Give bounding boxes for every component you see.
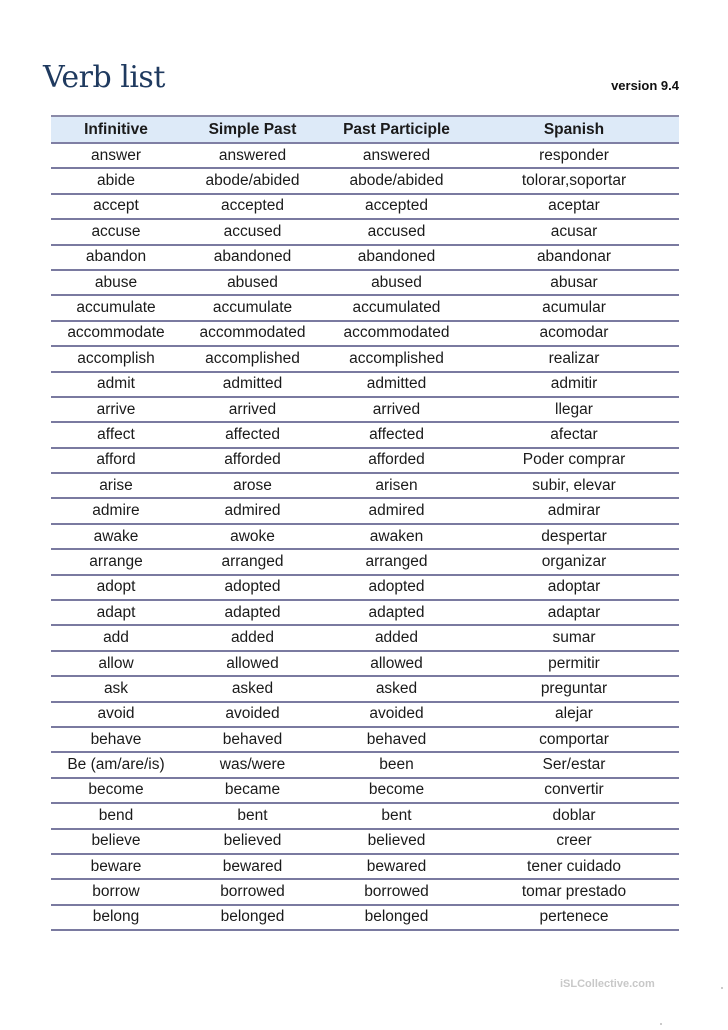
- table-row: [51, 600, 679, 625]
- cell-past-participle: believed: [324, 829, 469, 854]
- cell-spanish: doblar: [469, 803, 679, 828]
- cell-spanish: realizar: [469, 346, 679, 371]
- cell-spanish: acusar: [469, 219, 679, 244]
- cell-spanish: permitir: [469, 651, 679, 676]
- cell-spanish: creer: [469, 829, 679, 854]
- cell-past-participle: bent: [324, 803, 469, 828]
- cell-spanish: Ser/estar: [469, 752, 679, 777]
- cell-simple-past: accepted: [181, 194, 324, 219]
- cell-simple-past: accused: [181, 219, 324, 244]
- cell-spanish: Poder comprar: [469, 448, 679, 473]
- cell-infinitive: Be (am/are/is): [51, 752, 181, 777]
- cell-infinitive: admire: [51, 498, 181, 523]
- table-row: [51, 524, 679, 549]
- cell-past-participle: borrowed: [324, 879, 469, 904]
- cell-infinitive: behave: [51, 727, 181, 752]
- cell-past-participle: admired: [324, 498, 469, 523]
- table-row: [51, 803, 679, 828]
- table-row: [51, 498, 679, 523]
- table-row: [51, 676, 679, 701]
- column-header-past-participle: Past Participle: [324, 116, 469, 143]
- cell-infinitive: accuse: [51, 219, 181, 244]
- cell-spanish: afectar: [469, 422, 679, 447]
- cell-infinitive: add: [51, 625, 181, 650]
- cell-infinitive: bend: [51, 803, 181, 828]
- cell-simple-past: believed: [181, 829, 324, 854]
- decorative-dot: [721, 987, 723, 989]
- cell-past-participle: belonged: [324, 905, 469, 930]
- column-header-simple-past: Simple Past: [181, 116, 324, 143]
- cell-spanish: alejar: [469, 702, 679, 727]
- cell-spanish: preguntar: [469, 676, 679, 701]
- cell-infinitive: afford: [51, 448, 181, 473]
- cell-simple-past: accommodated: [181, 321, 324, 346]
- cell-infinitive: borrow: [51, 879, 181, 904]
- cell-simple-past: admired: [181, 498, 324, 523]
- cell-simple-past: asked: [181, 676, 324, 701]
- cell-past-participle: affected: [324, 422, 469, 447]
- table-row: [51, 879, 679, 904]
- cell-infinitive: accept: [51, 194, 181, 219]
- table-row: [51, 448, 679, 473]
- cell-spanish: tener cuidado: [469, 854, 679, 879]
- cell-simple-past: afforded: [181, 448, 324, 473]
- cell-infinitive: accumulate: [51, 295, 181, 320]
- cell-past-participle: abused: [324, 270, 469, 295]
- cell-infinitive: beware: [51, 854, 181, 879]
- cell-past-participle: bewared: [324, 854, 469, 879]
- cell-past-participle: accepted: [324, 194, 469, 219]
- verb-table: [51, 115, 679, 931]
- version-label: version 9.4: [611, 78, 679, 93]
- cell-infinitive: answer: [51, 143, 181, 168]
- cell-past-participle: avoided: [324, 702, 469, 727]
- table-row: [51, 270, 679, 295]
- cell-simple-past: abused: [181, 270, 324, 295]
- cell-simple-past: adopted: [181, 575, 324, 600]
- cell-infinitive: admit: [51, 372, 181, 397]
- table-row: [51, 575, 679, 600]
- cell-simple-past: belonged: [181, 905, 324, 930]
- table-row: [51, 473, 679, 498]
- table-row: [51, 422, 679, 447]
- table-row: [51, 346, 679, 371]
- cell-spanish: acumular: [469, 295, 679, 320]
- table-row: [51, 702, 679, 727]
- table-row: [51, 651, 679, 676]
- cell-infinitive: belong: [51, 905, 181, 930]
- cell-simple-past: bent: [181, 803, 324, 828]
- watermark: iSLCollective.com: [560, 978, 655, 990]
- cell-infinitive: avoid: [51, 702, 181, 727]
- cell-past-participle: admitted: [324, 372, 469, 397]
- decorative-dot: [660, 1023, 662, 1025]
- cell-spanish: llegar: [469, 397, 679, 422]
- cell-simple-past: affected: [181, 422, 324, 447]
- cell-past-participle: allowed: [324, 651, 469, 676]
- cell-past-participle: abode/abided: [324, 168, 469, 193]
- cell-spanish: adoptar: [469, 575, 679, 600]
- cell-spanish: sumar: [469, 625, 679, 650]
- column-header-spanish: Spanish: [469, 116, 679, 143]
- page-title: Verb list: [43, 60, 165, 95]
- table-row: [51, 321, 679, 346]
- cell-simple-past: abode/abided: [181, 168, 324, 193]
- cell-infinitive: arrange: [51, 549, 181, 574]
- cell-infinitive: arise: [51, 473, 181, 498]
- cell-past-participle: answered: [324, 143, 469, 168]
- cell-simple-past: accumulate: [181, 295, 324, 320]
- cell-past-participle: accumulated: [324, 295, 469, 320]
- cell-spanish: adaptar: [469, 600, 679, 625]
- cell-infinitive: accomplish: [51, 346, 181, 371]
- cell-past-participle: afforded: [324, 448, 469, 473]
- cell-spanish: convertir: [469, 778, 679, 803]
- table-row: [51, 372, 679, 397]
- cell-simple-past: borrowed: [181, 879, 324, 904]
- cell-past-participle: arranged: [324, 549, 469, 574]
- cell-past-participle: become: [324, 778, 469, 803]
- cell-past-participle: abandoned: [324, 245, 469, 270]
- cell-spanish: aceptar: [469, 194, 679, 219]
- cell-spanish: admirar: [469, 498, 679, 523]
- table-row: [51, 194, 679, 219]
- cell-simple-past: answered: [181, 143, 324, 168]
- table-row: [51, 168, 679, 193]
- cell-simple-past: adapted: [181, 600, 324, 625]
- cell-past-participle: been: [324, 752, 469, 777]
- cell-spanish: acomodar: [469, 321, 679, 346]
- cell-past-participle: adopted: [324, 575, 469, 600]
- cell-past-participle: added: [324, 625, 469, 650]
- cell-past-participle: asked: [324, 676, 469, 701]
- cell-past-participle: arisen: [324, 473, 469, 498]
- cell-simple-past: arrived: [181, 397, 324, 422]
- cell-spanish: organizar: [469, 549, 679, 574]
- column-header-infinitive: Infinitive: [51, 116, 181, 143]
- cell-simple-past: was/were: [181, 752, 324, 777]
- cell-past-participle: adapted: [324, 600, 469, 625]
- cell-simple-past: avoided: [181, 702, 324, 727]
- cell-spanish: abusar: [469, 270, 679, 295]
- cell-infinitive: adapt: [51, 600, 181, 625]
- cell-simple-past: arose: [181, 473, 324, 498]
- cell-infinitive: awake: [51, 524, 181, 549]
- table-row: [51, 778, 679, 803]
- table-row: [51, 219, 679, 244]
- table-header-row: [51, 116, 679, 143]
- cell-infinitive: become: [51, 778, 181, 803]
- cell-simple-past: arranged: [181, 549, 324, 574]
- cell-infinitive: accommodate: [51, 321, 181, 346]
- cell-infinitive: allow: [51, 651, 181, 676]
- cell-spanish: admitir: [469, 372, 679, 397]
- cell-simple-past: accomplished: [181, 346, 324, 371]
- table-row: [51, 245, 679, 270]
- cell-past-participle: accommodated: [324, 321, 469, 346]
- cell-spanish: pertenece: [469, 905, 679, 930]
- table-row: [51, 905, 679, 930]
- table-row: [51, 397, 679, 422]
- table-row: [51, 549, 679, 574]
- cell-infinitive: abide: [51, 168, 181, 193]
- cell-spanish: responder: [469, 143, 679, 168]
- table-body: [51, 143, 679, 930]
- cell-simple-past: behaved: [181, 727, 324, 752]
- cell-spanish: tomar prestado: [469, 879, 679, 904]
- cell-simple-past: added: [181, 625, 324, 650]
- cell-simple-past: bewared: [181, 854, 324, 879]
- cell-simple-past: allowed: [181, 651, 324, 676]
- table-row: [51, 727, 679, 752]
- table-row: [51, 854, 679, 879]
- cell-spanish: comportar: [469, 727, 679, 752]
- table-row: [51, 752, 679, 777]
- cell-infinitive: affect: [51, 422, 181, 447]
- cell-infinitive: ask: [51, 676, 181, 701]
- table-row: [51, 143, 679, 168]
- cell-simple-past: became: [181, 778, 324, 803]
- cell-spanish: despertar: [469, 524, 679, 549]
- cell-simple-past: awoke: [181, 524, 324, 549]
- cell-simple-past: abandoned: [181, 245, 324, 270]
- table-row: [51, 625, 679, 650]
- cell-past-participle: arrived: [324, 397, 469, 422]
- cell-past-participle: accused: [324, 219, 469, 244]
- cell-infinitive: adopt: [51, 575, 181, 600]
- cell-past-participle: accomplished: [324, 346, 469, 371]
- cell-infinitive: abuse: [51, 270, 181, 295]
- table-row: [51, 295, 679, 320]
- table-row: [51, 829, 679, 854]
- cell-spanish: subir, elevar: [469, 473, 679, 498]
- cell-past-participle: awaken: [324, 524, 469, 549]
- cell-spanish: tolorar,soportar: [469, 168, 679, 193]
- cell-spanish: abandonar: [469, 245, 679, 270]
- cell-infinitive: abandon: [51, 245, 181, 270]
- cell-infinitive: arrive: [51, 397, 181, 422]
- cell-past-participle: behaved: [324, 727, 469, 752]
- cell-infinitive: believe: [51, 829, 181, 854]
- cell-simple-past: admitted: [181, 372, 324, 397]
